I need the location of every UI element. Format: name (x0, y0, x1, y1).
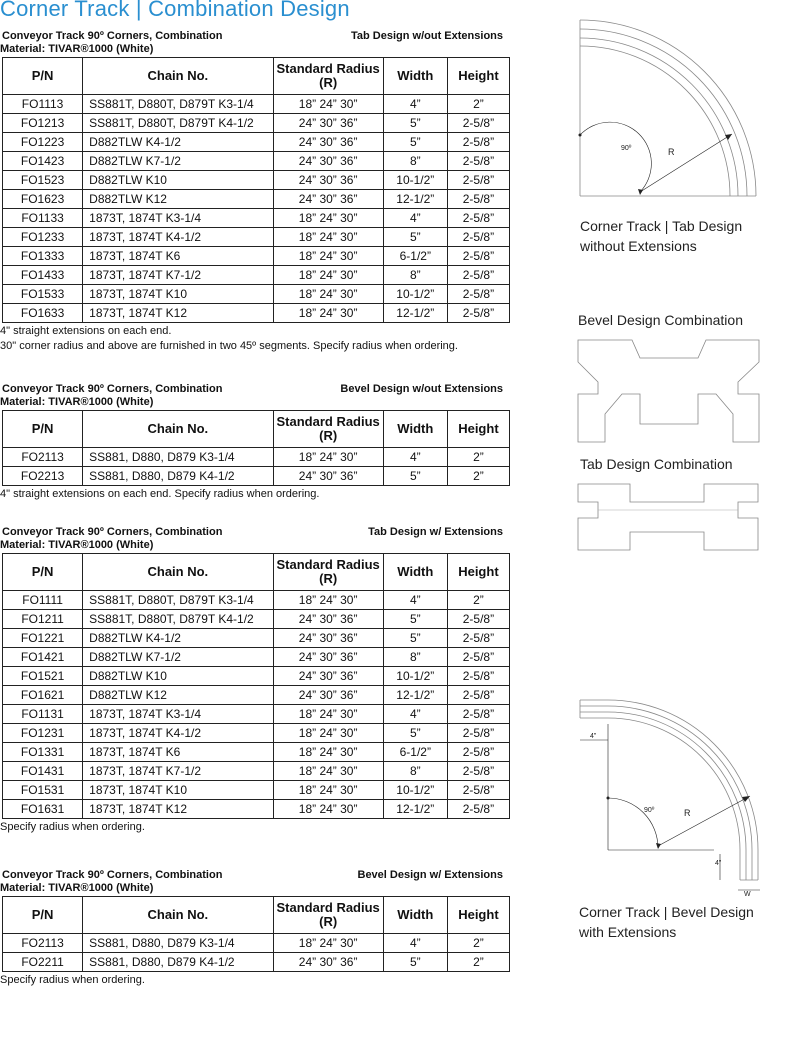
cell-width: 4” (383, 95, 447, 114)
cell-height: 2-5/8” (447, 266, 509, 285)
cell-radius: 18” 24” 30” (273, 304, 383, 323)
table-row (3, 762, 510, 781)
table-row (3, 705, 510, 724)
cell-radius: 24” 30” 36” (273, 629, 383, 648)
cell-radius: 18” 24” 30” (273, 743, 383, 762)
cell-height: 2-5/8” (447, 800, 509, 819)
cell-chain: 1873T, 1874T K12 (83, 800, 273, 819)
section-bevel-without-extensions (0, 382, 512, 501)
cell-pn: FO1231 (3, 724, 83, 743)
tab-profile-label: Tab Design Combination (580, 456, 733, 472)
bevel-corner-angle: 90º (644, 807, 655, 814)
cell-radius: 24” 30” 36” (273, 686, 383, 705)
section-material: Material: TIVAR®1000 (White) (0, 396, 154, 408)
cell-pn: FO1623 (3, 190, 83, 209)
header-radius: Standard Radius (R) (273, 411, 383, 448)
cell-height: 2-5/8” (447, 648, 509, 667)
cell-pn: FO1331 (3, 743, 83, 762)
cell-width: 5” (383, 133, 447, 152)
table-row (3, 467, 510, 486)
table-row (3, 247, 510, 266)
cell-pn: FO1233 (3, 228, 83, 247)
cell-width: 4” (383, 448, 447, 467)
cell-radius: 18” 24” 30” (273, 705, 383, 724)
tab-corner-label: Corner Track | Tab Design without Extensions (580, 218, 743, 254)
cell-width: 5” (383, 629, 447, 648)
table-row (3, 171, 510, 190)
cell-height: 2-5/8” (447, 705, 509, 724)
cell-height: 2” (447, 448, 509, 467)
header-height: Height (447, 897, 509, 934)
cell-radius: 24” 30” 36” (273, 648, 383, 667)
header-chain: Chain No. (83, 554, 273, 591)
cell-radius: 18” 24” 30” (273, 209, 383, 228)
table-row (3, 610, 510, 629)
section-title: Conveyor Track 90º Corners, Combination (2, 869, 223, 881)
section-material: Material: TIVAR®1000 (White) (0, 539, 154, 551)
header-width: Width (383, 554, 447, 591)
cell-width: 4” (383, 209, 447, 228)
cell-height: 2-5/8” (447, 304, 509, 323)
table-row (3, 95, 510, 114)
header-width: Width (383, 897, 447, 934)
cell-radius: 18” 24” 30” (273, 800, 383, 819)
header-height: Height (447, 411, 509, 448)
section-design: Tab Design w/ Extensions (368, 526, 503, 538)
cell-chain: 1873T, 1874T K3-1/4 (83, 209, 273, 228)
cell-height: 2” (447, 934, 509, 953)
cell-radius: 18” 24” 30” (273, 247, 383, 266)
table-row (3, 228, 510, 247)
cell-width: 10-1/2” (383, 285, 447, 304)
cell-pn: FO1523 (3, 171, 83, 190)
table-row (3, 648, 510, 667)
cell-radius: 18” 24” 30” (273, 95, 383, 114)
section-header (0, 525, 512, 553)
section-design: Bevel Design w/out Extensions (340, 383, 503, 395)
cell-pn: FO1333 (3, 247, 83, 266)
cell-chain: D882TLW K10 (83, 667, 273, 686)
cell-height: 2-5/8” (447, 228, 509, 247)
cell-pn: FO1521 (3, 667, 83, 686)
cell-pn: FO1533 (3, 285, 83, 304)
section-note: 4" straight extensions on each end. Specify radius when ordering. (0, 488, 320, 500)
cell-height: 2” (447, 953, 509, 972)
cell-pn: FO1423 (3, 152, 83, 171)
cell-radius: 18” 24” 30” (273, 266, 383, 285)
cell-chain: D882TLW K7-1/2 (83, 152, 273, 171)
cell-radius: 18” 24” 30” (273, 762, 383, 781)
header-pn: P/N (3, 554, 83, 591)
section-bevel-with-extensions (0, 868, 512, 987)
table-row (3, 953, 510, 972)
cell-radius: 24” 30” 36” (273, 953, 383, 972)
spec-table (2, 57, 510, 323)
spec-table (2, 410, 510, 486)
table-row (3, 686, 510, 705)
section-title: Conveyor Track 90º Corners, Combination (2, 526, 223, 538)
table-row (3, 591, 510, 610)
section-title: Conveyor Track 90º Corners, Combination (2, 30, 223, 42)
table-row (3, 266, 510, 285)
header-width: Width (383, 411, 447, 448)
cell-width: 8” (383, 762, 447, 781)
cell-radius: 18” 24” 30” (273, 781, 383, 800)
bevel-corner-ext-side: 4” (715, 860, 722, 867)
cell-radius: 18” 24” 30” (273, 591, 383, 610)
cell-chain: 1873T, 1874T K7-1/2 (83, 762, 273, 781)
table-header-row (3, 554, 510, 591)
cell-pn: FO1211 (3, 610, 83, 629)
cell-pn: FO1113 (3, 95, 83, 114)
cell-chain: 1873T, 1874T K4-1/2 (83, 724, 273, 743)
table-header-row (3, 897, 510, 934)
cell-radius: 24” 30” 36” (273, 667, 383, 686)
cell-width: 4” (383, 705, 447, 724)
section-header (0, 382, 512, 410)
cell-height: 2-5/8” (447, 724, 509, 743)
cell-width: 6-1/2” (383, 743, 447, 762)
header-pn: P/N (3, 897, 83, 934)
cell-radius: 24” 30” 36” (273, 610, 383, 629)
cell-width: 5” (383, 114, 447, 133)
spec-table (2, 553, 510, 819)
header-radius: Standard Radius (R) (273, 58, 383, 95)
cell-pn: FO1213 (3, 114, 83, 133)
section-tab-without-extensions (0, 29, 512, 353)
cell-width: 5” (383, 953, 447, 972)
table-row (3, 724, 510, 743)
table-row (3, 934, 510, 953)
cell-pn: FO1633 (3, 304, 83, 323)
cell-pn: FO1621 (3, 686, 83, 705)
cell-radius: 18” 24” 30” (273, 285, 383, 304)
cell-width: 5” (383, 610, 447, 629)
cell-pn: FO1531 (3, 781, 83, 800)
table-row (3, 285, 510, 304)
cell-chain: D882TLW K12 (83, 686, 273, 705)
cell-width: 10-1/2” (383, 667, 447, 686)
cell-width: 4” (383, 591, 447, 610)
cell-pn: FO1221 (3, 629, 83, 648)
section-design: Tab Design w/out Extensions (351, 30, 503, 42)
cell-height: 2-5/8” (447, 667, 509, 686)
table-row (3, 190, 510, 209)
cell-chain: 1873T, 1874T K10 (83, 781, 273, 800)
tab-corner-drawing (574, 14, 764, 204)
cell-pn: FO1431 (3, 762, 83, 781)
cell-width: 8” (383, 266, 447, 285)
section-title: Conveyor Track 90º Corners, Combination (2, 383, 223, 395)
cell-radius: 18” 24” 30” (273, 724, 383, 743)
cell-chain: D882TLW K4-1/2 (83, 133, 273, 152)
header-pn: P/N (3, 411, 83, 448)
header-radius: Standard Radius (R) (273, 554, 383, 591)
section-note: 30" corner radius and above are furnished in two 45º segments. Specify radius when ordering. (0, 340, 458, 352)
cell-chain: D882TLW K10 (83, 171, 273, 190)
cell-radius: 24” 30” 36” (273, 171, 383, 190)
cell-width: 8” (383, 648, 447, 667)
cell-radius: 18” 24” 30” (273, 228, 383, 247)
cell-chain: 1873T, 1874T K10 (83, 285, 273, 304)
bevel-corner-drawing (574, 694, 770, 898)
bevel-corner-ext-top: 4” (590, 733, 597, 740)
cell-chain: SS881T, D880T, D879T K4-1/2 (83, 114, 273, 133)
cell-radius: 24” 30” 36” (273, 152, 383, 171)
cell-pn: FO2113 (3, 448, 83, 467)
cell-chain: D882TLW K4-1/2 (83, 629, 273, 648)
cell-width: 5” (383, 228, 447, 247)
cell-height: 2-5/8” (447, 686, 509, 705)
table-row (3, 448, 510, 467)
cell-chain: D882TLW K12 (83, 190, 273, 209)
cell-chain: 1873T, 1874T K4-1/2 (83, 228, 273, 247)
cell-height: 2-5/8” (447, 285, 509, 304)
bevel-profile-drawing (576, 336, 766, 448)
cell-height: 2-5/8” (447, 629, 509, 648)
cell-height: 2-5/8” (447, 152, 509, 171)
cell-width: 12-1/2” (383, 686, 447, 705)
cell-height: 2-5/8” (447, 114, 509, 133)
cell-chain: SS881T, D880T, D879T K3-1/4 (83, 591, 273, 610)
cell-radius: 24” 30” 36” (273, 114, 383, 133)
cell-pn: FO2211 (3, 953, 83, 972)
table-row (3, 114, 510, 133)
table-row (3, 304, 510, 323)
tab-corner-radius: R (668, 147, 675, 157)
section-header (0, 868, 512, 896)
cell-height: 2” (447, 95, 509, 114)
table-row (3, 667, 510, 686)
section-header (0, 29, 512, 57)
tab-profile-drawing (576, 480, 766, 554)
spec-table (2, 896, 510, 972)
header-pn: P/N (3, 58, 83, 95)
cell-chain: 1873T, 1874T K3-1/4 (83, 705, 273, 724)
table-header-row (3, 411, 510, 448)
page-title: Corner Track | Combination Design (0, 0, 350, 21)
cell-pn: FO1631 (3, 800, 83, 819)
cell-pn: FO1133 (3, 209, 83, 228)
cell-width: 8” (383, 152, 447, 171)
cell-height: 2-5/8” (447, 247, 509, 266)
cell-pn: FO1111 (3, 591, 83, 610)
cell-height: 2” (447, 591, 509, 610)
cell-width: 10-1/2” (383, 781, 447, 800)
table-row (3, 800, 510, 819)
cell-chain: SS881, D880, D879 K3-1/4 (83, 448, 273, 467)
cell-height: 2-5/8” (447, 171, 509, 190)
cell-chain: SS881, D880, D879 K3-1/4 (83, 934, 273, 953)
header-chain: Chain No. (83, 411, 273, 448)
bevel-profile-label: Bevel Design Combination (578, 312, 743, 328)
cell-height: 2-5/8” (447, 781, 509, 800)
cell-pn: FO1223 (3, 133, 83, 152)
cell-chain: 1873T, 1874T K6 (83, 743, 273, 762)
cell-pn: FO1433 (3, 266, 83, 285)
cell-pn: FO1131 (3, 705, 83, 724)
cell-height: 2-5/8” (447, 762, 509, 781)
table-row (3, 209, 510, 228)
cell-height: 2-5/8” (447, 610, 509, 629)
section-design: Bevel Design w/ Extensions (357, 869, 503, 881)
cell-chain: SS881, D880, D879 K4-1/2 (83, 953, 273, 972)
table-row (3, 629, 510, 648)
cell-chain: 1873T, 1874T K7-1/2 (83, 266, 273, 285)
cell-height: 2-5/8” (447, 190, 509, 209)
section-note: Specify radius when ordering. (0, 974, 145, 986)
table-row (3, 781, 510, 800)
section-material: Material: TIVAR®1000 (White) (0, 882, 154, 894)
section-tab-with-extensions (0, 525, 512, 834)
cell-width: 6-1/2” (383, 247, 447, 266)
header-radius: Standard Radius (R) (273, 897, 383, 934)
cell-pn: FO2213 (3, 467, 83, 486)
cell-chain: SS881T, D880T, D879T K4-1/2 (83, 610, 273, 629)
table-header-row (3, 58, 510, 95)
table-row (3, 152, 510, 171)
header-height: Height (447, 554, 509, 591)
cell-chain: SS881T, D880T, D879T K3-1/4 (83, 95, 273, 114)
section-note: 4" straight extensions on each end. (0, 325, 172, 337)
cell-width: 12-1/2” (383, 304, 447, 323)
cell-chain: D882TLW K7-1/2 (83, 648, 273, 667)
cell-width: 5” (383, 724, 447, 743)
tab-corner-angle: 90º (621, 145, 632, 152)
header-height: Height (447, 58, 509, 95)
cell-chain: 1873T, 1874T K6 (83, 247, 273, 266)
cell-radius: 18” 24” 30” (273, 448, 383, 467)
cell-height: 2-5/8” (447, 209, 509, 228)
section-note: Specify radius when ordering. (0, 821, 145, 833)
cell-height: 2-5/8” (447, 743, 509, 762)
cell-pn: FO2113 (3, 934, 83, 953)
cell-width: 12-1/2” (383, 800, 447, 819)
cell-width: 4” (383, 934, 447, 953)
cell-radius: 24” 30” 36” (273, 133, 383, 152)
cell-pn: FO1421 (3, 648, 83, 667)
cell-height: 2” (447, 467, 509, 486)
cell-radius: 18” 24” 30” (273, 934, 383, 953)
table-row (3, 133, 510, 152)
header-chain: Chain No. (83, 897, 273, 934)
header-chain: Chain No. (83, 58, 273, 95)
bevel-corner-label: Corner Track | Bevel Design with Extensions (579, 904, 754, 940)
bevel-corner-width: W (744, 891, 751, 898)
cell-radius: 24” 30” 36” (273, 190, 383, 209)
cell-width: 5” (383, 467, 447, 486)
cell-radius: 24” 30” 36” (273, 467, 383, 486)
cell-width: 12-1/2” (383, 190, 447, 209)
cell-height: 2-5/8” (447, 133, 509, 152)
header-width: Width (383, 58, 447, 95)
cell-chain: SS881, D880, D879 K4-1/2 (83, 467, 273, 486)
bevel-corner-radius: R (684, 808, 691, 818)
cell-chain: 1873T, 1874T K12 (83, 304, 273, 323)
table-row (3, 743, 510, 762)
section-material: Material: TIVAR®1000 (White) (0, 43, 154, 55)
cell-width: 10-1/2” (383, 171, 447, 190)
